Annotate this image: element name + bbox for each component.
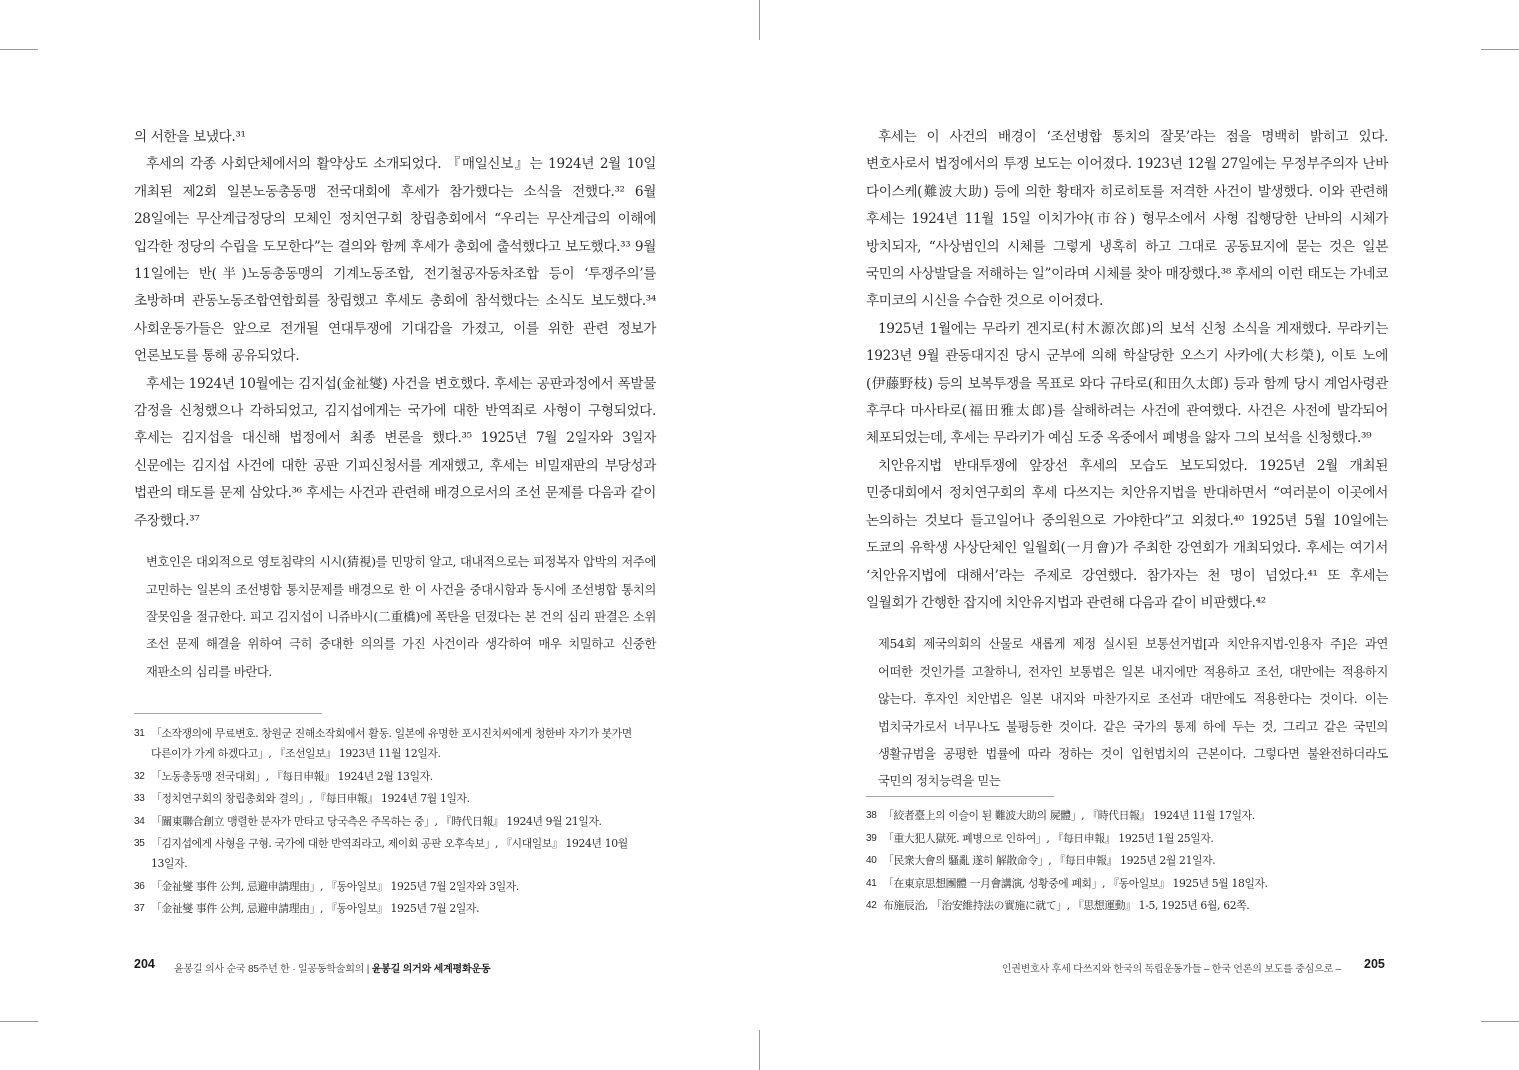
footnote (134, 812, 656, 832)
footnote (134, 877, 656, 897)
footnote-number: 36 (134, 880, 145, 892)
body-paragraph: 후세의 각종 사회단체에서의 활약상도 소개되었다. 『매일신보』는 1924년 2월 10일 개최된 제2회 일본노동총동맹 전국대회에 후세가 참가했다는 소식을 전했다.³² 6월 28일에는 무산계급정당의 모체인 정치연구회 창립총회에서 “우리는 무산계급의 이해에 입각한 정당의 수립을 도모한다”는 결의와 함께 후세가 총회에 출석했다고 보도했다.³³ 9월 11일에는 반(半)노동총동맹의 기계노동조합, 전기철공자동차조합 등이 ‘투쟁주의’를 초방하며 관동노동조합연합회를 창립했고 후세도 총회에 참석했다는 소식도 보도했다.³⁴ 사회운동가들은 앞으로 전개될 연대투쟁에 기대감을 가졌고, 이를 위한 관련 정보가 언론보도를 통해 공유되었다. (134, 156, 656, 365)
footnote-text: 「노동총동맹 전국대회」, 『每日申報』 1924년 2월 13일자. (151, 769, 433, 783)
footnote-number: 38 (866, 810, 877, 821)
block-quote: 제54회 제국의회의 산물로 새롭게 제정 실시된 보통선거법[과 치안유지법-인용자 주]은 과연 어떠한 것인가를 고찰하니, 전자인 보통법은 일본 내지에만 적용하고 조선, 대만에는 적용하지 않는다. 후자인 치안법은 일본 내지와 마찬가지로 조선과 대만에도 적용한다는 것이다. 이는 법치국가로서 너무나도 불평등한 것이다. 같은 국가의 통제 하에 두는 것, 그리고 같은 국민의 생활규범을 공평한 법률에 따라 정하는 것이 입헌법치의 근본이다. 그렇다면 불완전하더라도 국민의 정치능력을 믿는 (878, 637, 1388, 789)
footnote-number: 42 (866, 900, 877, 911)
running-head-left-prefix: 윤봉길 의사 순국 85주년 한 · 일공동학술회의 | (174, 964, 372, 975)
footnote-text: 「金祉燮 事件 公判, 忌避申請理由」, 『동아일보』 1925년 7월 2일자. (151, 902, 480, 915)
footnote (866, 806, 1388, 826)
footnote-number: 40 (866, 855, 877, 866)
block-quote: 변호인은 대외적으로 영토침략의 시시(猜視)를 민망히 알고, 대내적으로는 피정복자 압박의 저주에 고민하는 일본의 조선병합 통치문제를 배경으로 한 이 사건을 중대시함과 동시에 조선병합 통치의 잘못임을 절규한다. 피고 김지섭이 니쥬바시(二重橋)에 폭탄을 던졌다는 본 건의 심리 판결은 소위 조선 문제 해결을 위하여 극히 중대한 의의를 가진 사건이라 생각하여 매우 치밀하고 신중한 재판소의 심리를 바란다. (146, 555, 656, 679)
crop-mark (759, 0, 760, 40)
footnote-number: 41 (866, 877, 877, 889)
body-paragraph: 후세는 이 사건의 배경이 ‘조선병합 통치의 잘못’라는 점을 명백히 밝히고 있다. 변호사로서 법정에서의 투쟁 보도는 이어졌다. 1923년 12월 27일에는 무정부주의자 난바 다이스케(難波大助) 등에 의한 황태자 히로히토를 저격한 사건이 발생했다. 이와 관련해 후세는 1924년 11월 15일 이치가야(市谷) 형무소에서 사형 집행당한 난바의 시체가 방치되자, “사상범인의 시체를 그렇게 냉혹히 하고 그대로 공동묘지에 묻는 것은 일본 국민의 사상발달을 저해하는 일”이라며 시체를 찾아 매장했다.³⁸ 후세의 이런 태도는 가네코 후미코의 시신을 수습한 것으로 이어졌다. (866, 129, 1388, 310)
crop-mark (0, 49, 38, 50)
left-footnotes (134, 724, 656, 922)
footnote-number: 32 (134, 770, 145, 782)
footnote (134, 834, 656, 874)
footnote (134, 899, 656, 919)
footnote-text: 「金祉燮 事件 公判, 忌避申請理由」, 『동아일보』 1925년 7월 2일자와 3일자. (151, 879, 520, 893)
footnote (134, 724, 656, 764)
footnote-text: 「정치연구회의 창립총회와 결의」, 『每日申報』 1924년 7월 1일자. (151, 792, 470, 805)
crop-mark (1481, 1021, 1519, 1022)
footnote-text: 「김지섭에게 사형을 구형. 국가에 대한 반역죄라고, 제이회 공판 오후속보」, 『시대일보』 1924년 10월 13일자. (151, 837, 628, 870)
footnote-text: 布施辰治, 「治安維持法の實施に就て」, 『思想運動』 1-5, 1925년 6월, 62쪽. (883, 899, 1250, 912)
footnote-number: 31 (134, 728, 145, 739)
right-page-body (866, 124, 1388, 796)
right-footnotes (866, 806, 1388, 919)
footnote-number: 33 (134, 793, 145, 804)
footnote-text: 「關東聯合創立 맹렬한 분자가 만타고 당국측은 주목하는 중」, 『時代日報』 1924년 9월 21일자. (151, 814, 602, 828)
footnote-number: 37 (134, 903, 145, 914)
footnote-number: 35 (134, 838, 145, 849)
footnote-text: 「重大犯人獄死. 폐병으로 인하여」, 『每日申報』 1925년 1월 25일자. (883, 831, 1214, 845)
body-paragraph: 의 서한을 보냈다.³¹ (134, 129, 246, 145)
footnote (866, 851, 1388, 871)
footnote (134, 789, 656, 809)
footnote-number: 39 (866, 832, 877, 844)
crop-mark (0, 1021, 38, 1022)
body-paragraph: 1925년 1월에는 무라키 겐지로(村木源次郎)의 보석 신청 소식을 게재했다. 무라키는 1923년 9월 관동대지진 당시 군부에 의해 학살당한 오스기 사카에(大杉榮), 이토 노에(伊藤野枝) 등의 보복투쟁을 목표로 와다 규타로(和田久太郎) 등과 함께 당시 계엄사령관 후쿠다 마사타로(福田雅太郎)를 살해하려는 사건에 관여했다. 사건은 사전에 발각되어 체포되었는데, 후세는 무라키가 예심 도중 옥중에서 폐병을 앓자 그의 보석을 신청했다.³⁹ (866, 320, 1388, 447)
body-paragraph: 치안유지법 반대투쟁에 앞장선 후세의 모습도 보도되었다. 1925년 2월 개최된 민중대회에서 정치연구회의 후세 다쓰지는 치안유지법을 반대하면서 “여러분이 이곳에서 논의하는 것보다 들고일어나 중의원으로 가야한다”고 외쳤다.⁴⁰ 1925년 5월 10일에는 도쿄의 유학생 사상단체인 일월회(一月會)가 주최한 강연회가 개최되었다. 후세는 여기서 ‘치안유지법에 대해서’라는 주제로 강연했다. 참가자는 천 명이 넘었다.⁴¹ 또 후세는 일월회가 간행한 잡지에 치안유지법과 관련해 다음과 같이 비판했다.⁴² (866, 457, 1388, 611)
footnote-text: 「民衆大會의 騷亂 遂히 解散命令」, 『每日申報』 1925년 2월 21일자. (883, 854, 1216, 867)
crop-mark (1481, 49, 1519, 50)
page-number-left: 204 (134, 957, 155, 971)
footnote (866, 874, 1388, 894)
page-number-right: 205 (1364, 957, 1385, 971)
running-head-left (174, 960, 490, 975)
footnote-rule (134, 713, 322, 714)
left-page-body (134, 124, 656, 686)
running-head-left-title: 윤봉길 의거와 세계평화운동 (371, 964, 491, 975)
footnote-text: 「在東京思想團體 一月會講演, 성황중에 폐회」, 『동아일보』 1925년 5월 18일자. (883, 876, 1268, 890)
running-head-right: 인권변호사 후세 다쓰지와 한국의 독립운동가들 – 한국 언론의 보도를 중심으로 – (1001, 964, 1341, 975)
crop-mark (759, 1030, 760, 1070)
footnote (134, 767, 656, 787)
footnote-text: 「소작쟁의에 무료변호. 창원군 진해소작회에서 활동. 일본에 유명한 포시진치씨에게 청한바 자기가 봇가면 다른이가 가게 하겠다고」, 『조선일보』 1923년 11월 12일자. (151, 727, 632, 760)
footnote-number: 34 (134, 815, 145, 827)
footnote-text: 「絞者臺上의 이슬이 된 難波大助의 屍體」, 『時代日報』 1924년 11월 17일자. (883, 809, 1255, 822)
footnote (866, 829, 1388, 849)
body-paragraph: 후세는 1924년 10월에는 김지섭(金祉燮) 사건을 변호했다. 후세는 공판과정에서 폭발물 감정을 신청했으나 각하되었고, 김지섭에게는 국가에 대한 반역죄로 사형이 구형되었다. 후세는 김지섭을 대신해 법정에서 최종 변론을 했다.³⁵ 1925년 7월 2일자와 3일자 신문에는 김지섭 사건에 대한 공판 기피신청서를 게재했고, 후세는 비밀재판의 부당성과 법관의 태도를 문제 삼았다.³⁶ 후세는 사건과 관련해 배경으로서의 조선 문제를 다음과 같이 주장했다.³⁷ (134, 375, 656, 529)
footnote (866, 896, 1388, 916)
footnote-rule (866, 796, 1054, 797)
